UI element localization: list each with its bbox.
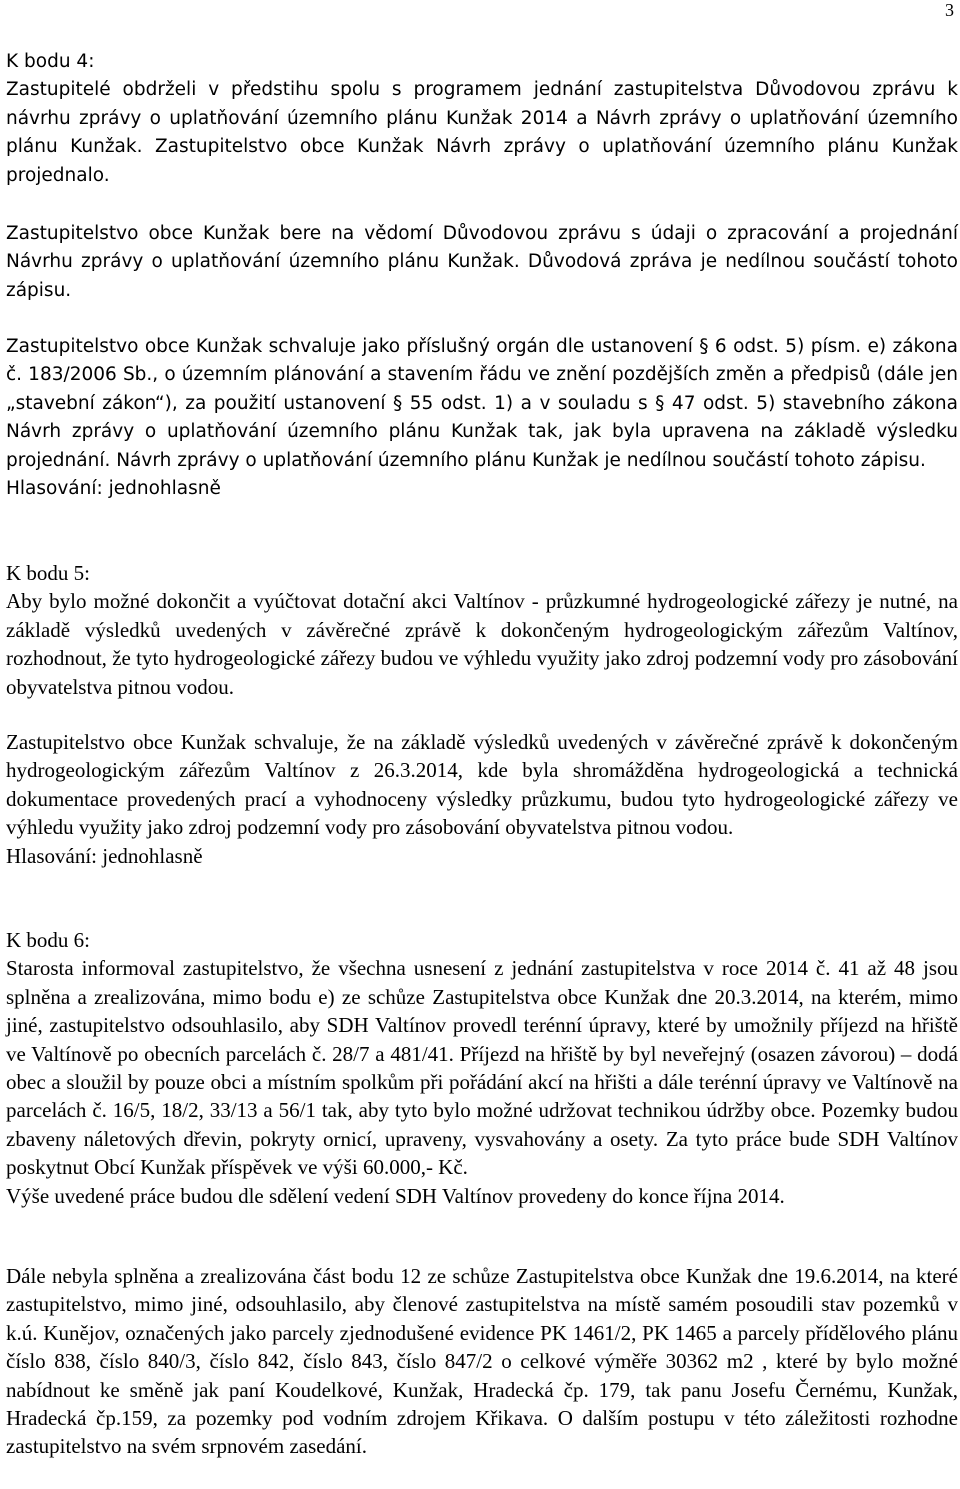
section-4-paragraph-2	[6, 220, 958, 305]
section-6	[6, 926, 958, 1210]
section-5	[6, 559, 958, 701]
vote-result: Hlasování: jednohlasně	[6, 843, 203, 868]
section-4	[6, 48, 958, 190]
paragraph: Zastupitelstvo obce Kunžak bere na vědomí Důvodovou zprávu s údaji o zpracování a projednání Návrhu zprávy o uplatňování územního plánu Kunžak. Důvodová zpráva je nedílnou součástí tohoto zápisu.	[6, 223, 958, 301]
vote-result: Hlasování: jednohlasně	[6, 478, 221, 500]
section-heading: K bodu 4:	[6, 51, 95, 72]
paragraph: Zastupitelstvo obce Kunžak schvaluje jako příslušný orgán dle ustanovení § 6 odst. 5) písm. e) zákona č. 183/2006 Sb., o územním plánování a stavením řádu ve znění pozdějších změn a předpisů (dále jen „stavební zákon“), za použití ustanovení § 55 odst. 1) a v souladu s § 47 odst. 5) stavebního zákona Návrh zprávy o uplatňování územního plánu Kunžak tak, jak byla upravena na základě výsledku projednání. Návrh zprávy o uplatňování územního plánu Kunžak je nedílnou součástí tohoto zápisu.	[6, 336, 958, 471]
paragraph: Aby bylo možné dokončit a vyúčtovat dotační akci Valtínov - průzkumné hydrogeologické zářezy je nutné, na základě výsledků uvedených v závěrečné zprávě k dokončeným hydrogeologickým zářezům Valtínov, rozhodnout, že tyto hydrogeologické zářezy budou ve výhledu využity jako zdroj podzemní vody pro zásobování obyvatelstva pitnou vodou.	[6, 589, 958, 699]
paragraph: Zastupitelstvo obce Kunžak schvaluje, že na základě výsledků uvedených v závěrečné zprávě k dokončeným hydrogeologickým zářezům Valtínov z 26.3.2014, kde byla shromážděna hydrogeologická a technická dokumentace provedených prací a vyhodnoceny výsledky průzkumu, budou tyto hydrogeologické zářezy ve výhledu využity jako zdroj podzemní vody pro zásobování obyvatelstva pitnou vodou.	[6, 730, 958, 840]
section-5-paragraph-2	[6, 728, 958, 870]
section-heading: K bodu 6:	[6, 928, 90, 952]
paragraph: Starosta informoval zastupitelstvo, že všechna usnesení z jednání zastupitelstva v roce 2014 č. 41 až 48 jsou splněna a zrealizována, mimo bodu e) ze schůze Zastupitelstva obce Kunžak dne 20.3.2014, na kterém, mimo jiné, zastupitelstvo odsouhlasilo, aby SDH Valtínov provedl terénní úpravy, které by umožnily příjezd na hřiště ve Valtínově po obecních parcelách č. 28/7 a 481/41. Příjezd na hřiště by byl neveřejný (osazen závorou) – dodá obec a sloužil by pouze obci a místním spolkům při pořádání akcí na hřišti a dále terénní úpravy ve Valtínově na parcelách č. 16/5, 18/2, 33/13 a 56/1 tak, aby tyto bylo možné udržovat technikou údržby obce. Pozemky budou zbaveny náletových dřevin, pokryty ornicí, upraveny, vysvahovány a osety. Za tyto práce bude SDH Valtínov poskytnut Obcí Kunžak příspěvek ve výši 60.000,- Kč.	[6, 956, 958, 1180]
section-6-paragraph-3	[6, 1262, 958, 1461]
paragraph: Zastupitelé obdrželi v předstihu spolu s programem jednání zastupitelstva Důvodovou zprávu k návrhu zprávy o uplatňování územního plánu Kunžak 2014 a Návrh zprávy o uplatňování územního plánu Kunžak. Zastupitelstvo obce Kunžak Návrh zprávy o uplatňování územního plánu Kunžak projednalo.	[6, 79, 958, 186]
page-number: 3	[945, 0, 954, 20]
section-heading: K bodu 5:	[6, 561, 90, 585]
section-4-paragraph-3	[6, 333, 958, 503]
paragraph: Výše uvedené práce budou dle sdělení vedení SDH Valtínov provedeny do konce října 2014.	[6, 1183, 785, 1208]
paragraph: Dále nebyla splněna a zrealizována část bodu 12 ze schůze Zastupitelstva obce Kunžak dne 19.6.2014, na které zastupitelstvo, mimo jiné, odsouhlasilo, aby členové zastupitelstva na místě samém posoudili stav pozemků v k.ú. Kunějov, označených jako parcely zjednodušené evidence PK 1461/2, PK 1465 a parcely přídělového plánu číslo 838, číslo 840/3, číslo 842, číslo 843, číslo 847/2 o celkové výměře 30362 m2 , které by bylo možné nabídnout ke směně jak paní Koudelkové, Kunžak, Hradecká čp. 179, tak panu Josefu Černému, Kunžak, Hradecká čp.159, za pozemky pod vodním zdrojem Křikava. O dalším postupu v této záležitosti rozhodne zastupitelstvo na svém srpnovém zasedání.	[6, 1264, 958, 1459]
